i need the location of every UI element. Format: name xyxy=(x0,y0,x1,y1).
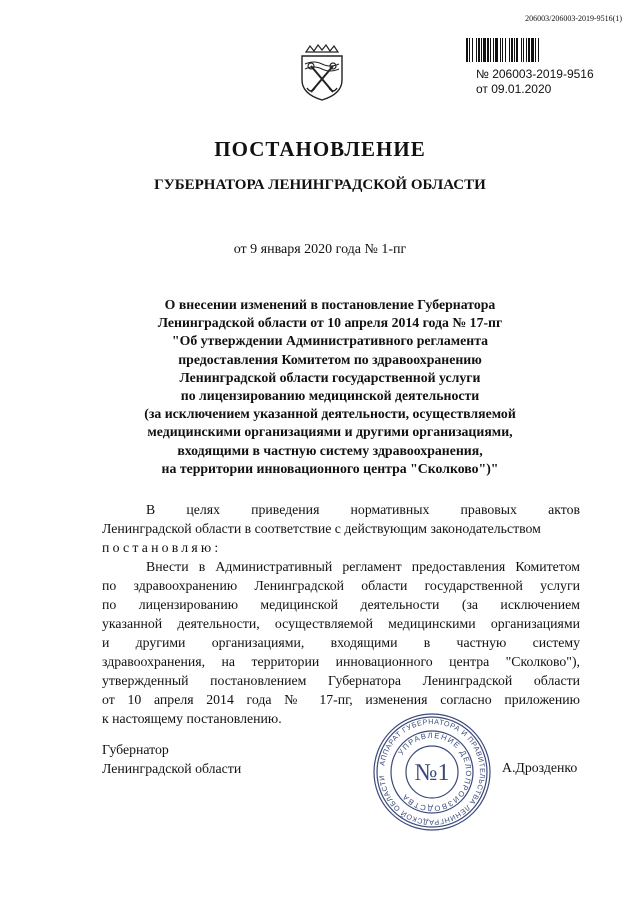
registration-number: № 206003-2019-9516 xyxy=(476,67,594,81)
subject-line: входящими в частную систему здравоохранения, xyxy=(177,442,483,458)
document-issuer: ГУБЕРНАТОРА ЛЕНИНГРАДСКОЙ ОБЛАСТИ xyxy=(154,177,486,193)
svg-text:№1: №1 xyxy=(414,760,450,786)
svg-text:АППАРАТ ГУБЕРНАТОРА И ПРАВИТЕЛ: АППАРАТ ГУБЕРНАТОРА И ПРАВИТЕЛЬСТВА ЛЕНИНГРАДСКОЙ ОБЛАСТИ xyxy=(377,716,488,828)
subject-line: на территории инновационного центра "Сколково")" xyxy=(161,460,499,476)
subject-line: предоставления Комитетом по здравоохранению xyxy=(178,351,482,367)
body-line: указанной деятельности, осуществляемой медицинскими организациями xyxy=(102,616,580,631)
body-line: по лицензированию медицинской деятельности (за исключением xyxy=(102,597,580,612)
subject-line: (за исключением указанной деятельности, осуществляемой xyxy=(144,406,516,422)
subject-line: по лицензированию медицинской деятельности xyxy=(180,388,480,404)
subject-line: Ленинградской области от 10 апреля 2014 года № 17-пг xyxy=(157,315,503,331)
signer-name: А.Дрозденко xyxy=(502,760,578,775)
barcode xyxy=(466,38,566,62)
document-title: ПОСТАНОВЛЕНИЕ xyxy=(214,137,426,161)
document-reference: 206003/206003-2019-9516(1) xyxy=(525,14,622,23)
coat-of-arms-emblem xyxy=(296,42,348,102)
subject-line: О внесении изменений в постановление Губернатора xyxy=(164,297,496,312)
signatory-title-line: Губернатор xyxy=(102,742,169,757)
body-line: по здравоохранению Ленинградской области государственной услуги xyxy=(102,578,580,593)
body-line: от 10 апреля 2014 года № 17-пг, изменения согласно приложению xyxy=(102,692,580,707)
body-line: Внести в Административный регламент предоставления Комитетом xyxy=(146,559,580,574)
decree-word: постановляю: xyxy=(102,540,222,555)
body-line: и другими организациями, входящими в частную систему xyxy=(102,635,580,650)
subject-line: "Об утверждении Административного регламента xyxy=(171,333,489,349)
svg-text:УПРАВЛЕНИЕ ДЕЛОПРОИЗВОДСТВА: УПРАВЛЕНИЕ ДЕЛОПРОИЗВОДСТВА xyxy=(396,730,474,814)
registration-block xyxy=(476,67,594,97)
body-line: В целях приведения нормативных правовых актов xyxy=(146,502,580,517)
subject-line: медицинскими организациями и другими организациями, xyxy=(147,424,513,440)
signatory-title xyxy=(102,740,241,778)
signatory-title-line: Ленинградской области xyxy=(102,761,242,776)
body-line: к настоящему постановлению. xyxy=(102,711,282,726)
registration-date: от 09.01.2020 xyxy=(476,82,552,96)
subject-line: Ленинградской области государственной услуги xyxy=(179,369,481,385)
document-date-line: от 9 января 2020 года № 1-пг xyxy=(233,242,407,257)
official-seal-stamp xyxy=(370,710,494,834)
body-line: здравоохранения, на территории инновационного центра "Сколково"), xyxy=(102,654,580,669)
document-body xyxy=(102,500,580,728)
body-line: Ленинградской области в соответствие с действующим законодательством xyxy=(102,521,541,536)
document-subject xyxy=(110,296,550,478)
body-line: утвержденный постановлением Губернатора Ленинградской области xyxy=(102,673,580,688)
